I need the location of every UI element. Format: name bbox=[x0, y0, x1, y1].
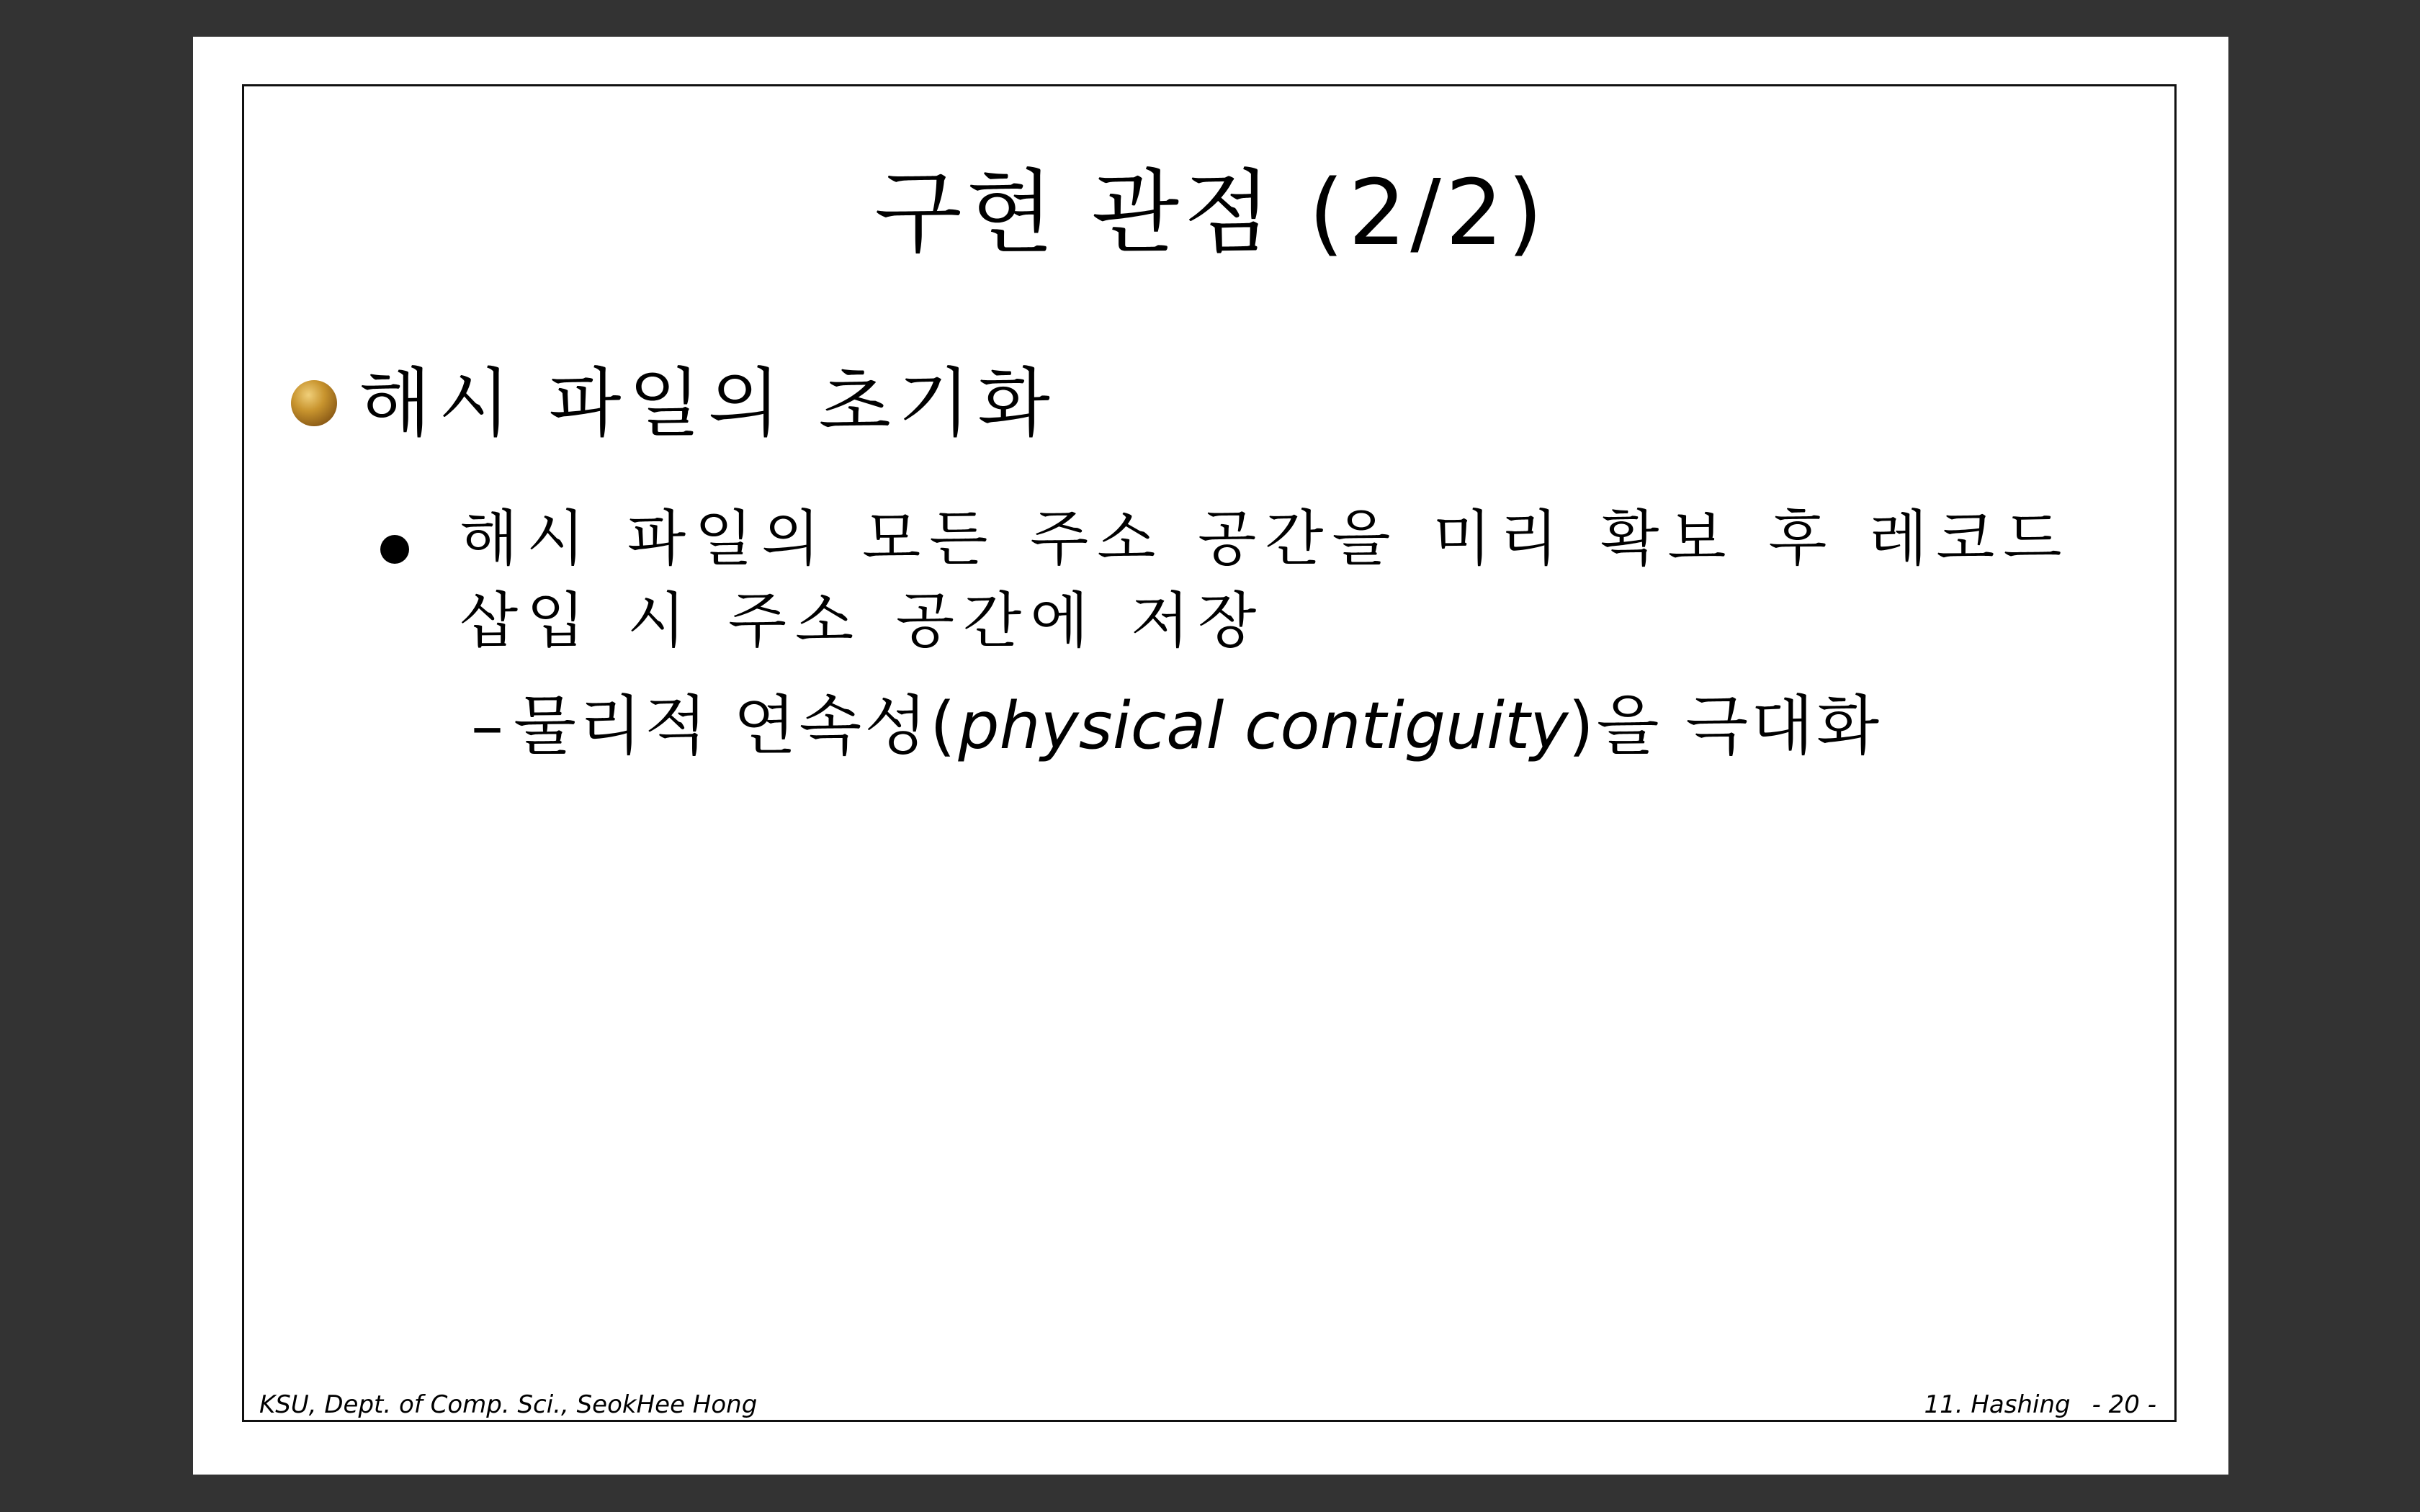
bullet-level3 bbox=[471, 683, 1882, 770]
bullet-level2 bbox=[380, 498, 2159, 662]
footer-chapter: 11. Hashing bbox=[1924, 1390, 2071, 1419]
bullet-level1 bbox=[291, 356, 1057, 450]
bullet-level3-prefix: 물리적 연속성( bbox=[514, 688, 959, 764]
slide bbox=[193, 37, 2228, 1475]
slide-title: 구현 관점 (2/2) bbox=[874, 160, 1548, 266]
footer-author: KSU, Dept. of Comp. Sci., SeokHee Hong bbox=[259, 1390, 758, 1419]
dash-bullet: – bbox=[471, 688, 506, 764]
bullet-level3-suffix: )을 극대화 bbox=[1568, 688, 1883, 764]
gold-ball-bullet-icon bbox=[291, 380, 337, 426]
bullet-level1-text: 해시 파일의 초기화 bbox=[359, 359, 1057, 447]
bullet-level3-term: physical contiguity bbox=[958, 688, 1569, 764]
footer-chapter-page bbox=[1924, 1390, 2156, 1419]
bullet-level2-text: 해시 파일의 모든 주소 공간을 미리 확보 후 레코드 삽입 시 주소 공간에 저장 bbox=[460, 503, 2071, 656]
round-bullet-icon bbox=[380, 535, 409, 564]
footer-page-number: - 20 - bbox=[2092, 1390, 2156, 1419]
